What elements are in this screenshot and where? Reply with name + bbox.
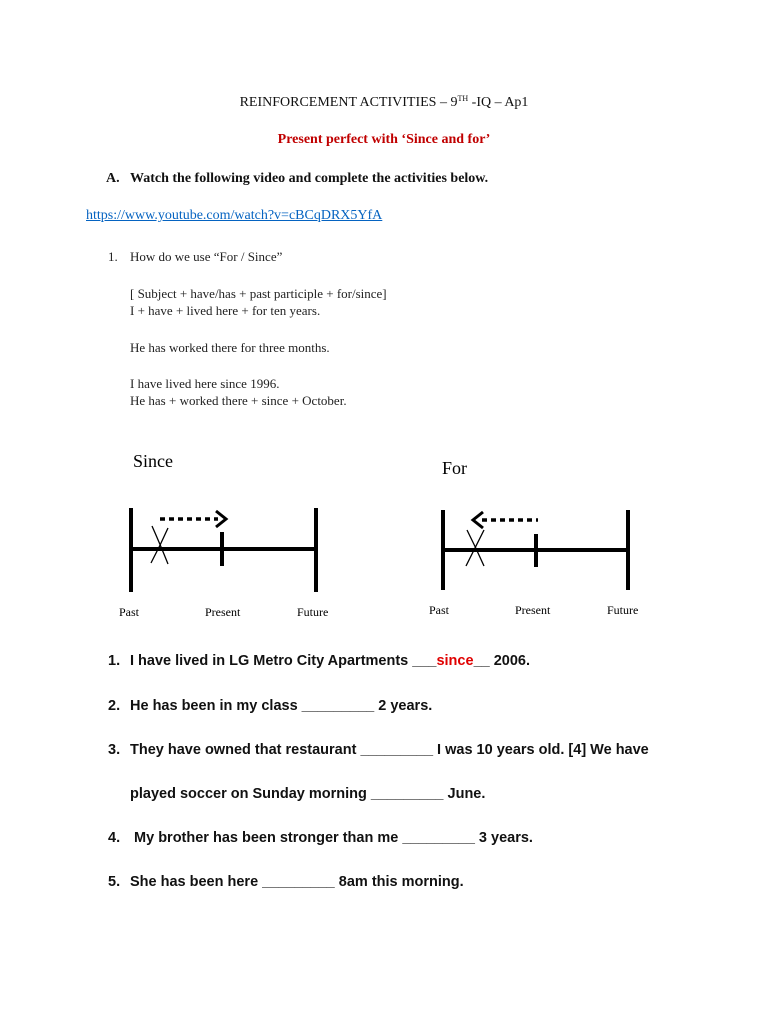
for-present-label: Present: [515, 603, 551, 617]
since-timeline-diagram: [100, 440, 360, 630]
for-future-label: Future: [607, 603, 639, 617]
exercise-answer-since: since: [436, 653, 474, 669]
exercise-item-3: 3. They have owned that restaurant _________ I was 10 years old. [4] We have: [108, 742, 649, 758]
explanation-question: How do we use “For / Since”: [130, 249, 283, 264]
example-line-3: I have lived here since 1996.: [130, 376, 280, 391]
since-title: Since: [133, 451, 173, 471]
exercise-item-5: 5. She has been here _________ 8am this morning.: [108, 874, 464, 890]
video-link[interactable]: https://www.youtube.com/watch?v=cBCqDRX5YfA: [86, 208, 383, 223]
section-a-text: Watch the following video and complete the activities below.: [130, 171, 489, 186]
since-future-label: Future: [297, 605, 329, 619]
for-past-label: Past: [429, 603, 450, 617]
since-present-label: Present: [205, 605, 241, 619]
formula-line: [ Subject + have/has + past participle + for/since]: [130, 286, 387, 301]
example-line-1: I + have + lived here + for ten years.: [130, 303, 321, 318]
exercise-item-2: 2. He has been in my class _________ 2 years.: [108, 698, 433, 714]
exercise-item-1: 1. I have lived in LG Metro City Apartments ___since__ 2006.: [108, 653, 531, 669]
for-timeline-diagram: [420, 440, 680, 630]
for-title: For: [442, 458, 468, 478]
section-a-label: A.: [106, 171, 120, 186]
example-line-2: He has worked there for three months.: [130, 340, 330, 355]
worksheet-subtitle: Present perfect with ‘Since and for’: [277, 132, 491, 147]
section-a-instruction: [106, 171, 488, 187]
example-line-4: He has + worked there + since + October.: [130, 393, 347, 408]
for-arrowhead: [473, 512, 483, 528]
exercise-item-4: 4. My brother has been stronger than me _________ 3 years.: [108, 830, 533, 846]
worksheet-title: REINFORCEMENT ACTIVITIES – 9TH -IQ – Ap1: [239, 94, 529, 110]
since-past-label: Past: [119, 605, 140, 619]
explanation-number: 1.: [108, 249, 118, 264]
exercise-item-3-continued: played soccer on Sunday morning _________ June.: [130, 786, 486, 802]
since-start-x-mark: [151, 526, 168, 564]
